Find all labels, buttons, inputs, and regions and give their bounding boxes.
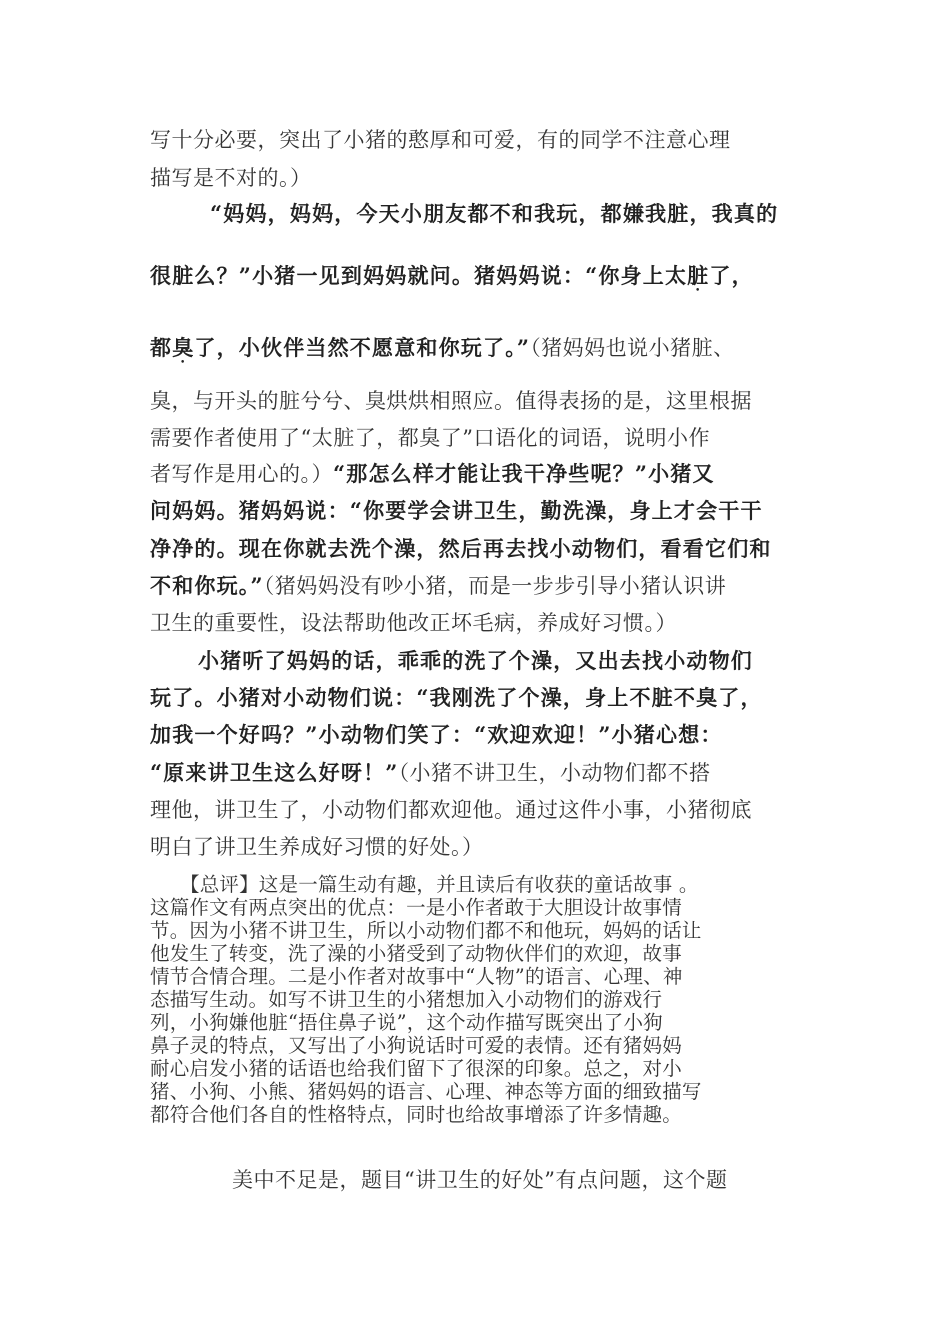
review-line: 态描写生动。如写不讲卫生的小猪想加入小动物们的游戏行: [150, 988, 663, 1011]
comment-line: 明白了讲卫生养成好习惯的好处。）: [150, 835, 484, 859]
comment-text: （小猪不讲卫生，小动物们都不搭: [398, 761, 711, 785]
review-line: 【总评】这是一篇生动有趣，并且读后有收获的童话故事 。: [180, 873, 699, 896]
comment-text: 者写作是用心的。）: [150, 462, 333, 486]
comment-line: 臭，与开头的脏兮兮、臭烘烘相照应。值得表扬的是，这里根据: [150, 389, 752, 413]
dialogue-text: 不和你玩。”: [150, 573, 264, 598]
mixed-line: [150, 573, 726, 599]
review-line: 列，小狗嫌他脏“捂住鼻子说”，这个动作描写既突出了小狗: [150, 1011, 663, 1034]
comment-line: 需要作者使用了“太脏了，都臭了”口语化的词语，说明小作: [150, 426, 710, 450]
comment-line: 理他，讲卫生了，小动物们都欢迎他。通过这件小事，小猪彻底: [150, 798, 752, 822]
review-line: 耐心启发小猪的话语也给我们留下了很深的印象。总之，对小: [150, 1057, 682, 1080]
emphasis-text: 都臭了: [150, 335, 217, 360]
review-line: 这篇作文有两点突出的优点：一是小作者敢于大胆设计故事情: [150, 896, 682, 919]
review-line: 节。因为小猪不讲卫生，所以小动物们都不和他玩，妈妈的话让: [150, 919, 702, 942]
review-line: 他发生了转变，洗了澡的小猪受到了动物伙伴们的欢迎，故事: [150, 942, 682, 965]
dialogue-text: “原来讲卫生这么好呀！”: [150, 760, 399, 785]
narration-line: 玩了。小猪对小动物们说：“我刚洗了个澡，身上不脏不臭了，: [150, 685, 763, 710]
mixed-line: [150, 760, 711, 786]
dialogue-text: ，小伙伴当然不愿意和你玩了。”: [216, 335, 531, 360]
review-line: 猪、小狗、小熊、猪妈妈的语言、心理、神态等方面的细致描写: [150, 1080, 702, 1103]
dialogue-line: 净净的。现在你就去洗个澡，然后再去找小动物们，看看它们和: [150, 536, 772, 561]
dialogue-text: 很脏么？”小猪一见到妈妈就问。猪妈妈说：“你身上: [150, 263, 665, 288]
text-line: 描写是不对的。）: [150, 166, 312, 190]
review-line: 都符合他们各自的性格特点，同时也给故事增添了许多情趣。: [150, 1103, 682, 1126]
text-line: 美中不足是，题目“讲卫生的好处”有点问题，这个题: [232, 1168, 728, 1192]
mixed-line: [150, 461, 715, 487]
comment-text: （猪妈妈没有吵小猪，而是一步步引导小猪认识讲: [263, 574, 727, 598]
dialogue-text: ，: [731, 263, 754, 288]
dialogue-text: “那怎么样才能让我干净些呢？”小猪又: [333, 461, 715, 486]
review-line: 情节合情合理。二是小作者对故事中“人物”的语言、心理、神: [150, 965, 683, 988]
dialogue-line: “妈妈，妈妈，今天小朋友都不和我玩，都嫌我脏，我真的: [210, 201, 779, 226]
dialogue-line: [150, 263, 754, 289]
text-line: 写十分必要，突出了小猪的憨厚和可爱，有的同学不注意心理: [150, 128, 731, 152]
mixed-line: [150, 335, 735, 361]
comment-text: （猪妈妈也说小猪脏、: [530, 336, 735, 360]
emphasis-text: 太脏了: [664, 263, 732, 288]
narration-line: 加我一个好吗？”小动物们笑了：“欢迎欢迎！”小猪心想：: [150, 722, 723, 747]
review-line: 鼻子灵的特点，又写出了小狗说话时可爱的表情。还有猪妈妈: [150, 1034, 682, 1057]
dialogue-line: 问妈妈。猪妈妈说：“你要学会讲卫生，勤洗澡，身上才会干干: [150, 498, 763, 523]
narration-line: 小猪听了妈妈的话，乖乖的洗了个澡，又出去找小动物们: [198, 648, 753, 673]
comment-line: 卫生的重要性，设法帮助他改正坏毛病，养成好习惯。）: [150, 611, 677, 635]
